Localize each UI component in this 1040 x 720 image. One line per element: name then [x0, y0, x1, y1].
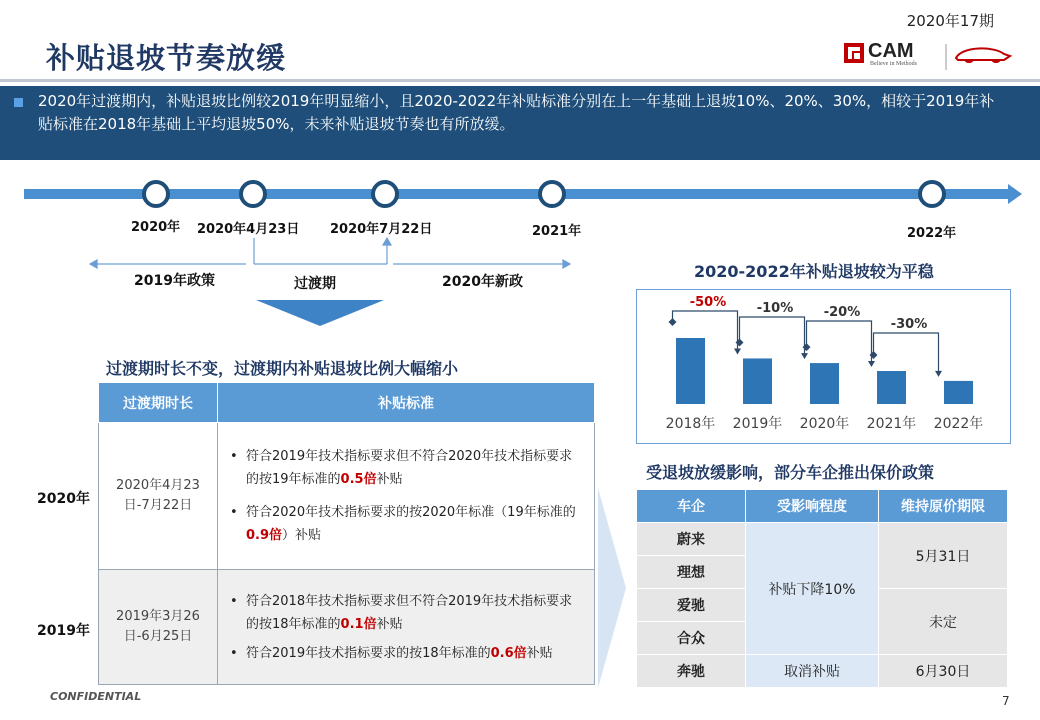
table-row — [637, 523, 1008, 556]
segment-arrows — [90, 238, 570, 268]
confidential-label: CONFIDENTIAL — [50, 690, 142, 703]
subsidy-chart-frame — [636, 289, 1011, 444]
timeline-node-0722 — [373, 182, 397, 206]
timeline-label-0423: 2020年4月23日 — [197, 222, 300, 237]
issue-number: 2020年17期 — [906, 12, 994, 30]
standard-cell — [218, 423, 595, 570]
arrow-head-3 — [935, 371, 942, 377]
right-chevron-icon — [598, 488, 628, 688]
keep-cell: 5月31日 — [879, 523, 1008, 589]
table-header-row — [99, 383, 595, 423]
subsidy-bar-chart — [637, 290, 1010, 443]
col-period-header: 过渡期时长 — [99, 383, 218, 423]
row-year-2020: 2020年 — [37, 491, 90, 507]
arrow-tail-1 — [736, 338, 744, 346]
transition-table — [98, 382, 595, 685]
col-company-header: 车企 — [637, 490, 746, 523]
change-arrow-2 — [807, 321, 872, 365]
table-header-row — [637, 490, 1008, 523]
change-label: -30% — [890, 317, 928, 332]
change-arrow-3 — [874, 333, 939, 375]
transition-heading: 过渡期时长不变，过渡期内补贴退坡比例大幅缩小 — [106, 359, 459, 378]
timeline-node-2021 — [540, 182, 564, 206]
timeline-label-2022: 2022年 — [907, 226, 957, 241]
impact-cell: 补贴下降10% — [746, 523, 879, 655]
companies-heading: 受退坡放缓影响，部分车企推出保价政策 — [646, 463, 935, 482]
header-divider — [0, 79, 1040, 82]
col-keep-header: 维持原价期限 — [879, 490, 1008, 523]
company-cell: 蔚来 — [637, 523, 746, 556]
arrow-head-0 — [734, 348, 741, 354]
timeline-label-2021: 2021年 — [532, 224, 582, 239]
arrow-head-1 — [801, 353, 808, 359]
bar-3 — [877, 371, 906, 404]
x-tick-label: 2018年 — [665, 416, 716, 432]
company-cell: 合众 — [637, 622, 746, 655]
timeline-label-0722: 2020年7月22日 — [330, 222, 433, 237]
arrow-tail-3 — [870, 351, 878, 359]
timeline-node-2020 — [144, 182, 168, 206]
arrow-tail-0 — [669, 318, 677, 326]
row-year-2019: 2019年 — [37, 623, 90, 639]
bar-0 — [676, 338, 705, 404]
col-standard-header: 补贴标准 — [218, 383, 595, 423]
col-impact-header: 受影响程度 — [746, 490, 879, 523]
timeline-arrow — [24, 184, 1022, 204]
company-cell: 爱驰 — [637, 589, 746, 622]
standard-item: • 符合2019年技术指标要求但不符合2020年技术指标要求的按19年标准的0.5倍补贴 — [228, 445, 584, 491]
segment-2019-policy: 2019年政策 — [134, 273, 215, 289]
page-title: 补贴退坡节奏放缓 — [46, 41, 287, 75]
summary-banner — [0, 86, 1040, 160]
standard-item: • 符合2020年技术指标要求的按2020年标准（19年标准的0.9倍）补贴 — [228, 501, 584, 547]
x-tick-label: 2019年 — [732, 416, 783, 432]
keep-cell: 6月30日 — [879, 655, 1008, 688]
period-cell: 2019年3月26日-6月25日 — [99, 570, 218, 685]
standard-item: • 符合2018年技术指标要求但不符合2019年技术指标要求的按18年标准的0.1倍补贴 — [228, 590, 584, 636]
company-cell: 理想 — [637, 556, 746, 589]
change-label: -50% — [689, 295, 727, 310]
period-cell: 2020年4月23日-7月22日 — [99, 423, 218, 570]
segment-transition: 过渡期 — [294, 276, 336, 292]
timeline-label-2020: 2020年 — [131, 220, 181, 235]
summary-text: 2020年过渡期内，补贴退坡比例较2019年明显缩小，且2020-2022年补贴标准分别在上一年基础上退坡10%、20%、30%，相较于2019年补贴标准在2018年基础上平均退坡50%，未来补贴退坡节奏也有所放缓。 — [38, 92, 995, 133]
down-chevron-icon — [256, 300, 384, 326]
x-tick-label: 2020年 — [799, 416, 850, 432]
cam-logo — [844, 42, 1024, 72]
standard-cell — [218, 570, 595, 685]
change-label: -20% — [823, 305, 861, 320]
x-tick-label: 2022年 — [933, 416, 984, 432]
chart-heading: 2020-2022年补贴退坡较为平稳 — [694, 262, 934, 281]
change-arrow-1 — [740, 317, 805, 357]
bar-4 — [944, 381, 973, 404]
timeline-node-2022 — [920, 182, 944, 206]
company-cell: 奔驰 — [637, 655, 746, 688]
table-row — [99, 423, 595, 570]
change-label: -10% — [756, 301, 794, 316]
impact-cell: 取消补贴 — [746, 655, 879, 688]
page-number: 7 — [1002, 694, 1010, 708]
arrow-head-2 — [868, 361, 875, 367]
x-tick-label: 2021年 — [866, 416, 917, 432]
table-row — [637, 655, 1008, 688]
bullet-square-icon — [14, 98, 23, 107]
standard-item: • 符合2019年技术指标要求的按18年标准的0.6倍补贴 — [228, 642, 584, 665]
arrow-tail-2 — [803, 343, 811, 351]
timeline-node-0423 — [241, 182, 265, 206]
segment-2020-policy: 2020年新政 — [442, 274, 523, 290]
companies-table — [636, 489, 1008, 688]
bar-2 — [810, 363, 839, 404]
keep-cell: 未定 — [879, 589, 1008, 655]
logo-text: CAM — [868, 40, 914, 62]
table-row — [99, 570, 595, 685]
logo-tagline: Believe in Methods — [870, 61, 917, 67]
bar-1 — [743, 358, 772, 404]
